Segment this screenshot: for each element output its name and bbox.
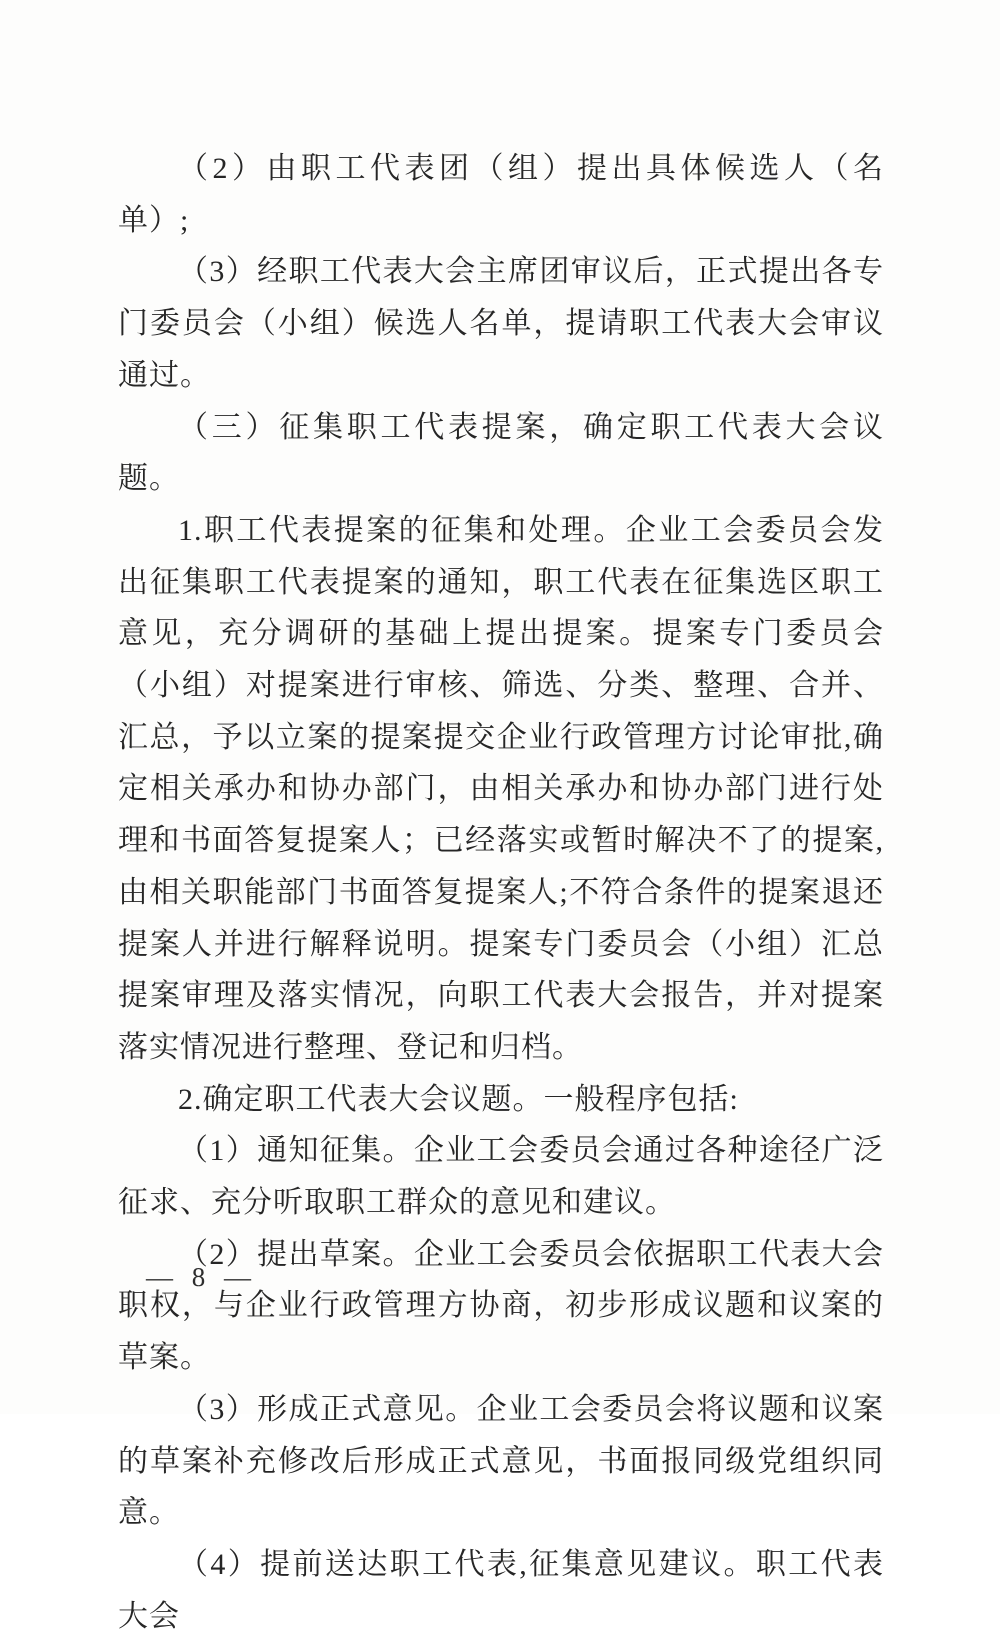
paragraph: （4）提前送达职工代表,征集意见建议。职工代表大会 bbox=[118, 1547, 884, 1633]
paragraph: （3）经职工代表大会主席团审议后，正式提出各专门委员会（小组）候选人名单，提请职工代表大会审议通过。 bbox=[118, 255, 884, 392]
paragraph: 1.职工代表提案的征集和处理。企业工会委员会发出征集职工代表提案的通知，职工代表在征集选区职工意见，充分调研的基础上提出提案。提案专门委员会（小组）对提案进行审核、筛选、分类、整理、合并、汇总，予以立案的提案提交企业行政管理方讨论审批,确定相关承办和协办部门，由相关承办和协办部门进行处理和书面答复提案人；已经落实或暂时解决不了的提案,由相关职能部门书面答复提案人;不符合条件的提案退还提案人并进行解释说明。提案专门委员会（小组）汇总提案审理及落实情况，向职工代表大会报告，并对提案落实情况进行整理、登记和归档。 bbox=[118, 513, 884, 1064]
paragraph: （1）通知征集。企业工会委员会通过各种途径广泛征求、充分听取职工群众的意见和建议。 bbox=[118, 1134, 884, 1220]
paragraph: （2）提出草案。企业工会委员会依据职工代表大会职权，与企业行政管理方协商，初步形成议题和议案的草案。 bbox=[118, 1237, 884, 1375]
paragraph: （2）由职工代表团（组）提出具体候选人（名单）; bbox=[118, 152, 884, 237]
document-body bbox=[118, 143, 884, 1642]
page-number: — 8 — bbox=[146, 1262, 257, 1292]
paragraph: 2.确定职工代表大会议题。一般程序包括: bbox=[178, 1082, 739, 1116]
paragraph: （3）形成正式意见。企业工会委员会将议题和议案的草案补充修改后形成正式意见，书面报同级党组织同意。 bbox=[118, 1392, 884, 1530]
paragraph: （三）征集职工代表提案，确定职工代表大会议题。 bbox=[118, 410, 884, 496]
